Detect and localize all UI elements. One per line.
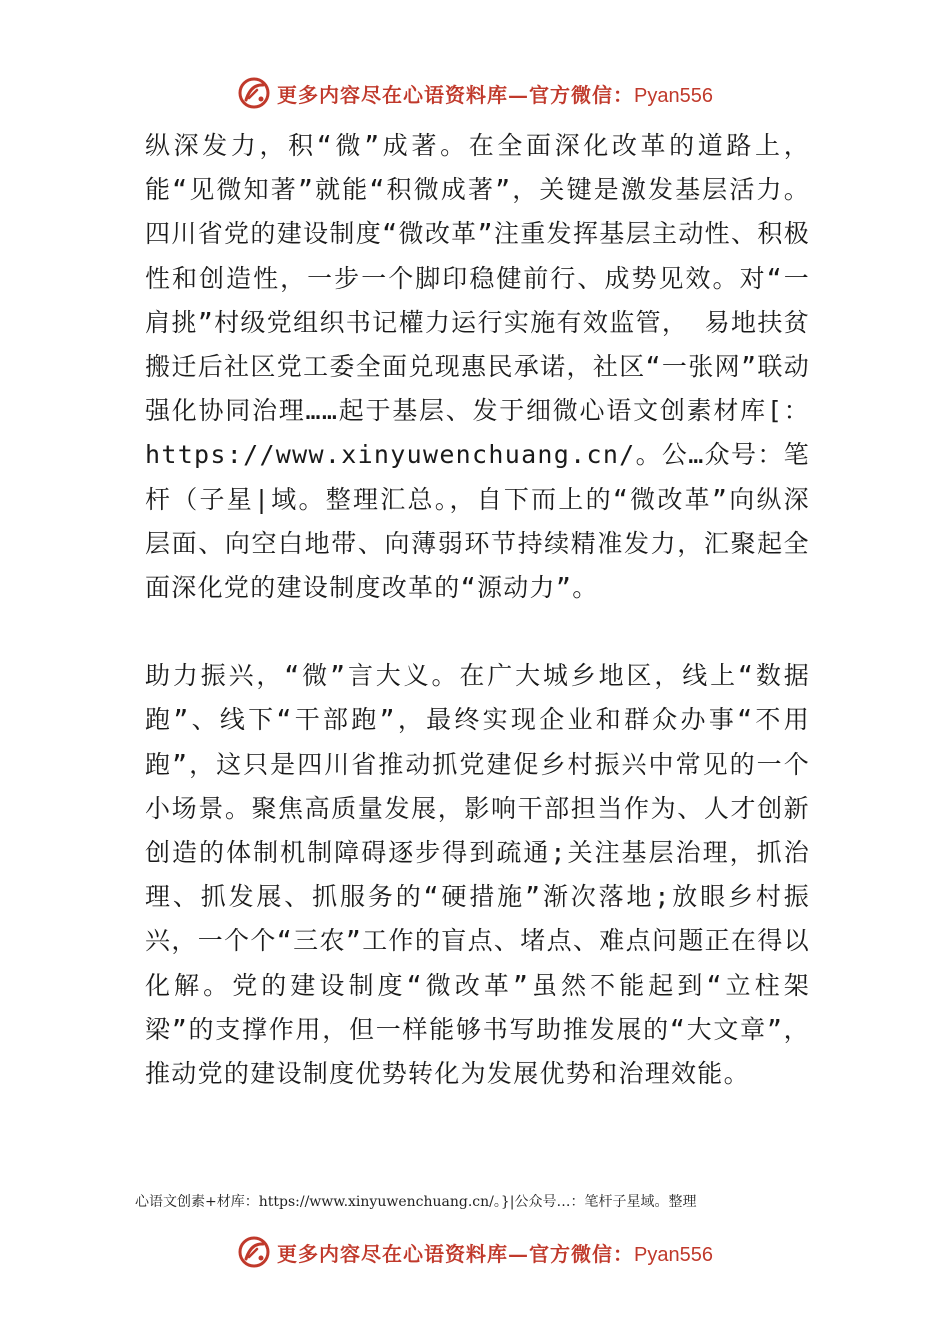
- footer-banner-text: [277, 1238, 713, 1267]
- header-banner-text: [277, 79, 713, 108]
- banner-handle: Pyan556: [634, 1243, 713, 1266]
- banner-separator: —: [508, 1241, 530, 1266]
- footer-source-note: 心语文创素+材库：https://www.xinyuwenchuang.cn/。}|公众号…：笔杆子星域。整理: [135, 1194, 697, 1210]
- banner-separator: —: [508, 82, 530, 107]
- paragraph-1: 纵深发力，积“微”成著。在全面深化改革的道路上，能“见微知著”就能“积微成著”，关键是激发基层活力。四川省党的建设制度“微改革”注重发挥基层主动性、积极性和创造性，一步一个脚印稳健前行、成势见效。对“一肩挑”村级党组织书记權力运行实施有效监管， 易地扶贫搬迁后社区党工委全面兑现惠民承诺，社区“一张网”联动强化协同治理……起于基层、发于细微心语文创素材库[：https://www.xinyuwenchuang.cn/。公…众号：笔杆（子星|域。整理汇总。，自下而上的“微改革”向纵深层面、向空白地带、向薄弱环节持续精准发力，汇聚起全面深化党的建设制度改革的“源动力”。: [145, 131, 810, 603]
- footer-banner: [0, 1232, 950, 1272]
- banner-official-label: 官方微信：: [529, 82, 635, 107]
- banner-main-text: 更多内容尽在心语资料库: [277, 1241, 509, 1266]
- banner-handle: Pyan556: [634, 84, 713, 107]
- article-body: [145, 124, 810, 1096]
- banner-official-label: 官方微信：: [529, 1241, 635, 1266]
- banner-main-text: 更多内容尽在心语资料库: [277, 82, 509, 107]
- paragraph-2: 助力振兴，“微”言大义。在广大城乡地区，线上“数据跑”、线下“干部跑”，最终实现企业和群众办事“不用跑”，这只是四川省推动抓党建促乡村振兴中常见的一个小场景。聚焦高质量发展，影响干部担当作为、人才创新创造的体制机制障碍逐步得到疏通;关注基层治理，抓治理、抓发展、抓服务的“硬措施”渐次落地;放眼乡村振兴，一个个“三农”工作的盲点、堵点、难点问题正在得以化解。党的建设制度“微改革”虽然不能起到“立柱架梁”的支撑作用，但一样能够书写助推发展的“大文章”，推动党的建设制度优势转化为发展优势和治理效能。: [145, 661, 810, 1089]
- red-circle-logo-icon: [237, 76, 271, 110]
- header-banner: [0, 73, 950, 113]
- red-circle-logo-icon: [237, 1235, 271, 1269]
